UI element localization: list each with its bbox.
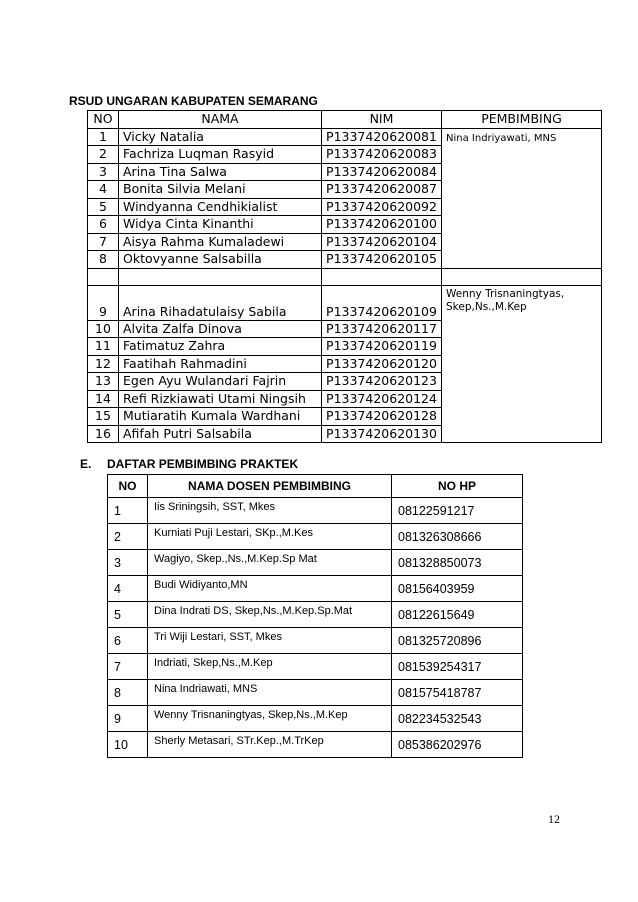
row-no: 1	[88, 128, 119, 146]
row-no: 3	[108, 550, 148, 576]
row-no: 8	[88, 251, 119, 269]
row-hp: 081325720896	[392, 628, 523, 654]
blank-cell	[88, 268, 119, 285]
row-nama: Vicky Natalia	[119, 128, 322, 146]
header-no-hp: NO HP	[392, 475, 523, 498]
table-row	[88, 128, 602, 146]
row-nama: Fachriza Luqman Rasyid	[119, 146, 322, 164]
row-nama: Tri Wiji Lestari, SST, Mkes	[148, 628, 392, 654]
row-nim: P1337420620081	[322, 128, 442, 146]
row-nama: Widya Cinta Kinanthi	[119, 216, 322, 234]
row-nama: Iis Sriningsih, SST, Mkes	[148, 498, 392, 524]
row-no: 7	[88, 233, 119, 251]
row-no: 3	[88, 163, 119, 181]
row-nim: P1337420620092	[322, 198, 442, 216]
blank-cell	[119, 268, 322, 285]
supervisor-table-header	[108, 475, 523, 498]
row-nama: Wagiyo, Skep.,Ns.,M.Kep.Sp Mat	[148, 550, 392, 576]
header-no: NO	[108, 475, 148, 498]
student-table-header	[88, 111, 602, 129]
row-nama: Arina Rihadatulaisy Sabila	[119, 285, 322, 320]
section-heading-pembimbing	[80, 457, 298, 471]
row-nama: Kurniati Puji Lestari, SKp.,M.Kes	[148, 524, 392, 550]
row-nim: P1337420620104	[322, 233, 442, 251]
row-hp: 08122591217	[392, 498, 523, 524]
row-no: 6	[108, 628, 148, 654]
row-nama: Windyanna Cendhikialist	[119, 198, 322, 216]
table-row	[108, 576, 523, 602]
row-no: 10	[88, 320, 119, 338]
row-nama: Faatihah Rahmadini	[119, 355, 322, 373]
table-row	[108, 680, 523, 706]
row-nim: P1337420620117	[322, 320, 442, 338]
row-no: 10	[108, 732, 148, 758]
row-nim: P1337420620105	[322, 251, 442, 269]
header-nama: NAMA	[119, 111, 322, 129]
row-pembimbing: Wenny Trisnaningtyas, Skep,Ns.,M.Kep	[442, 285, 602, 443]
header-nama-dosen: NAMA DOSEN PEMBIMBING	[148, 475, 392, 498]
table-row	[88, 285, 602, 320]
row-nama: Afifah Putri Salsabila	[119, 425, 322, 443]
row-nim: P1337420620100	[322, 216, 442, 234]
blank-cell	[322, 268, 442, 285]
row-nim: P1337420620123	[322, 373, 442, 391]
row-nama: Oktovyanne Salsabilla	[119, 251, 322, 269]
row-no: 9	[88, 285, 119, 320]
blank-separator-row	[88, 268, 602, 285]
row-nim: P1337420620087	[322, 181, 442, 199]
row-nama: Refi Rizkiawati Utami Ningsih	[119, 390, 322, 408]
row-no: 4	[88, 181, 119, 199]
row-nim: P1337420620124	[322, 390, 442, 408]
row-no: 1	[108, 498, 148, 524]
header-nim: NIM	[322, 111, 442, 129]
page-number: 12	[548, 812, 560, 826]
row-no: 9	[108, 706, 148, 732]
row-nama: Dina Indrati DS, Skep,Ns.,M.Kep.Sp.Mat	[148, 602, 392, 628]
row-pembimbing: Nina Indriyawati, MNS	[442, 128, 602, 268]
row-nama: Arina Tina Salwa	[119, 163, 322, 181]
table-row	[108, 550, 523, 576]
row-nim: P1337420620128	[322, 408, 442, 426]
row-no: 4	[108, 576, 148, 602]
row-nama: Mutiaratih Kumala Wardhani	[119, 408, 322, 426]
table-row	[108, 628, 523, 654]
table-row	[108, 498, 523, 524]
row-nama: Egen Ayu Wulandari Fajrin	[119, 373, 322, 391]
header-pembimbing: PEMBIMBING	[442, 111, 602, 129]
section-heading-rsud: RSUD UNGARAN KABUPATEN SEMARANG	[69, 94, 318, 108]
row-nim: P1337420620109	[322, 285, 442, 320]
section-title: DAFTAR PEMBIMBING PRAKTEK	[107, 457, 299, 471]
student-table	[87, 110, 602, 443]
blank-cell	[442, 268, 602, 285]
row-nim: P1337420620119	[322, 338, 442, 356]
row-nama: Wenny Trisnaningtyas, Skep,Ns.,M.Kep	[148, 706, 392, 732]
row-nim: P1337420620083	[322, 146, 442, 164]
row-no: 13	[88, 373, 119, 391]
row-hp: 08156403959	[392, 576, 523, 602]
row-nim: P1337420620084	[322, 163, 442, 181]
row-hp: 081326308666	[392, 524, 523, 550]
row-nama: Nina Indriawati, MNS	[148, 680, 392, 706]
row-no: 12	[88, 355, 119, 373]
row-nama: Alvita Zalfa Dinova	[119, 320, 322, 338]
table-row	[108, 602, 523, 628]
row-no: 2	[88, 146, 119, 164]
row-no: 5	[108, 602, 148, 628]
row-no: 15	[88, 408, 119, 426]
table-row	[108, 706, 523, 732]
row-no: 11	[88, 338, 119, 356]
row-nama: Sherly Metasari, STr.Kep.,M.TrKep	[148, 732, 392, 758]
table-row	[108, 732, 523, 758]
header-no: NO	[88, 111, 119, 129]
row-nama: Aisya Rahma Kumaladewi	[119, 233, 322, 251]
supervisor-table	[107, 474, 523, 758]
section-letter: E.	[80, 457, 92, 471]
row-no: 2	[108, 524, 148, 550]
row-no: 6	[88, 216, 119, 234]
row-no: 8	[108, 680, 148, 706]
row-nim: P1337420620120	[322, 355, 442, 373]
row-hp: 081328850073	[392, 550, 523, 576]
row-no: 7	[108, 654, 148, 680]
row-hp: 082234532543	[392, 706, 523, 732]
row-no: 14	[88, 390, 119, 408]
row-nama: Budi Widiyanto,MN	[148, 576, 392, 602]
row-hp: 081539254317	[392, 654, 523, 680]
row-nama: Fatimatuz Zahra	[119, 338, 322, 356]
row-nim: P1337420620130	[322, 425, 442, 443]
row-no: 5	[88, 198, 119, 216]
row-nama: Indriati, Skep,Ns.,M.Kep	[148, 654, 392, 680]
table-row	[108, 654, 523, 680]
row-no: 16	[88, 425, 119, 443]
row-nama: Bonita Silvia Melani	[119, 181, 322, 199]
row-hp: 08122615649	[392, 602, 523, 628]
table-row	[108, 524, 523, 550]
row-hp: 085386202976	[392, 732, 523, 758]
row-hp: 081575418787	[392, 680, 523, 706]
